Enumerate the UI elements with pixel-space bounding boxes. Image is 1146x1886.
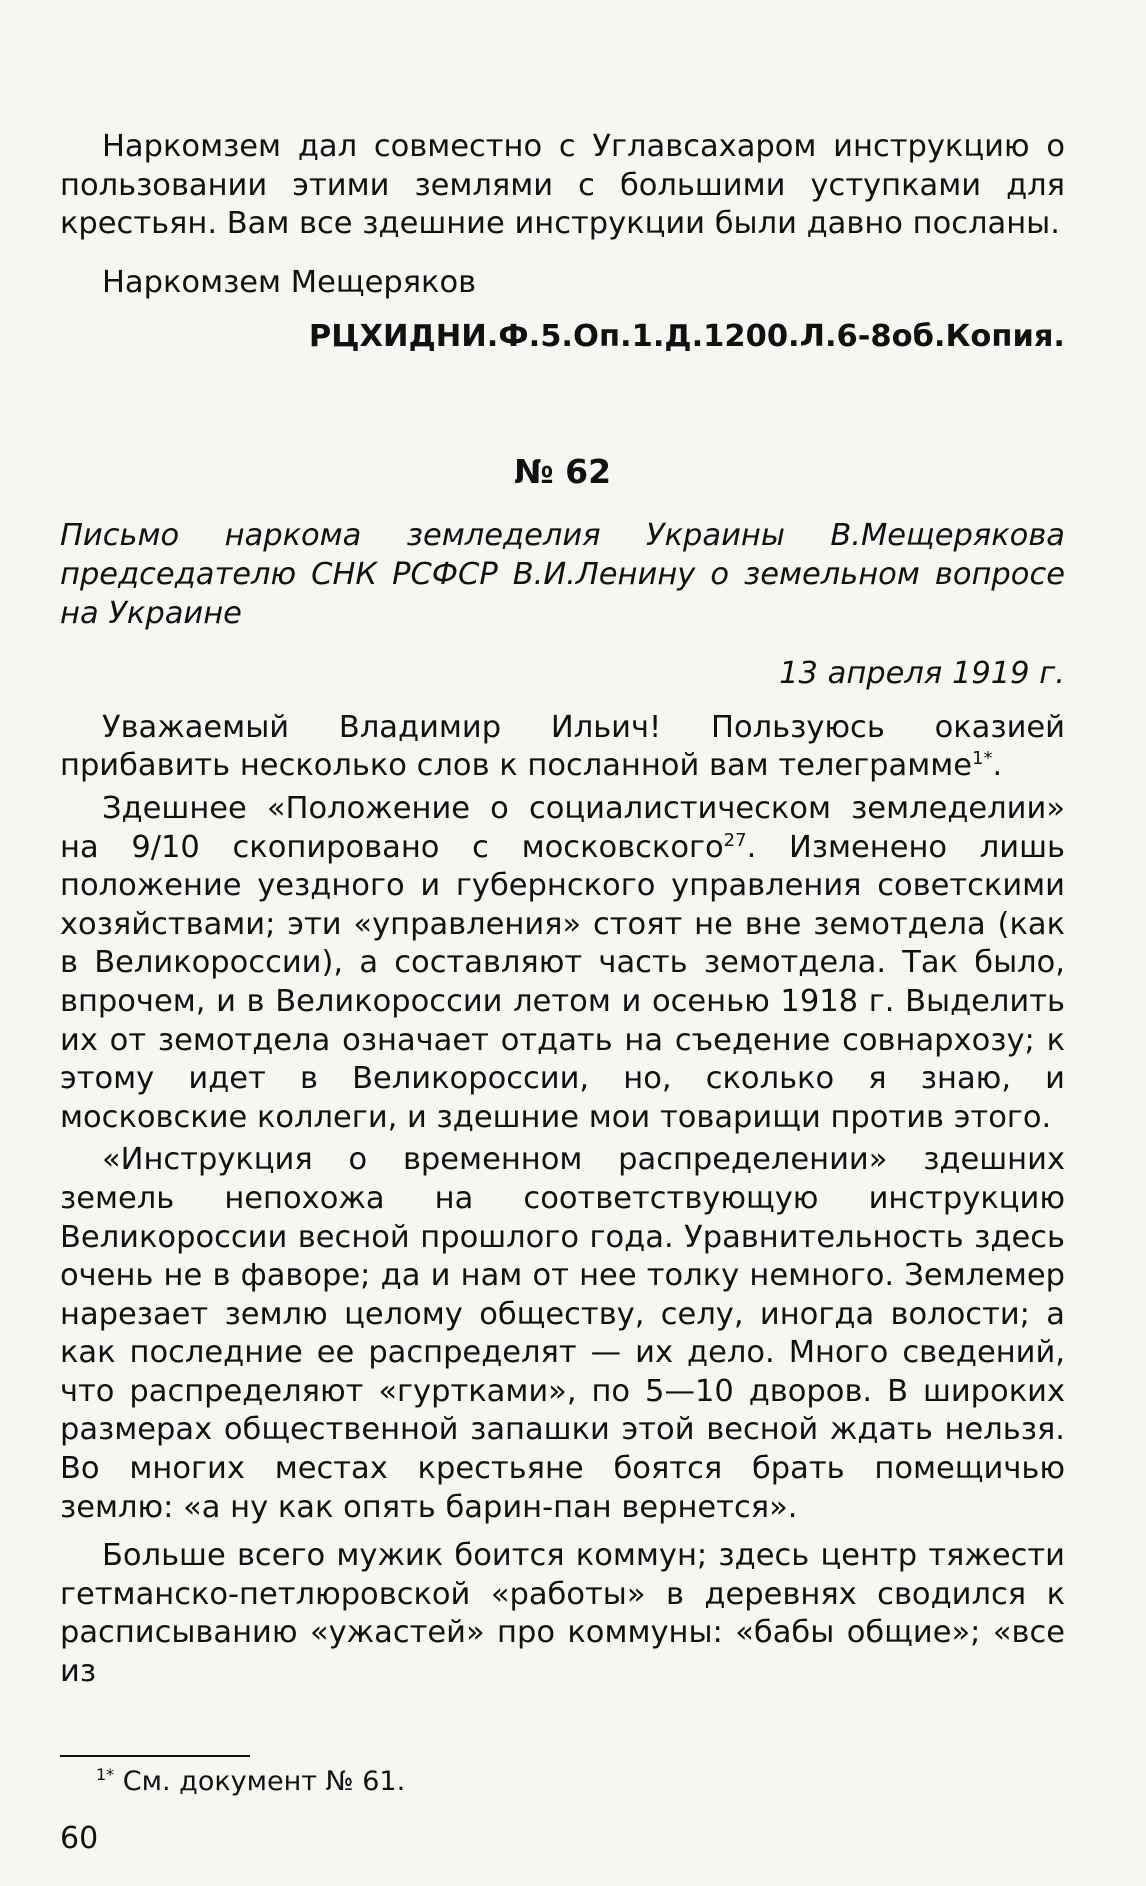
letter-paragraph-4: Больше всего мужик боится коммун; здесь центр тяжести гетманско-петлюровской «работы» в деревнях сводился к расписыванию «ужастей» про коммуны: «бабы общие»; «все из (60, 1538, 1065, 1690)
letter-paragraph-2 (60, 790, 1065, 1137)
endnote-ref-27: 27 (723, 829, 747, 851)
page-number: 60 (60, 1821, 99, 1856)
letter-body (60, 709, 1065, 1692)
footnote-text: См. документ № 61. (122, 1766, 406, 1797)
letter-p2-text-a: Здешнее «Положение о социалистическом земледелии» на 9/10 скопировано с московского (60, 790, 1065, 865)
footnote (96, 1765, 405, 1799)
document-number: № 62 (513, 451, 612, 491)
archive-reference: РЦХИДНИ.Ф.5.Оп.1.Д.1200.Л.6-8об.Копия. (308, 318, 1065, 354)
document-date: 13 апреля 1919 г. (779, 655, 1065, 691)
footnote-divider (60, 1755, 250, 1757)
letter-paragraph-3: «Инструкция о временном распределении» здешних земель непохожа на соответствующую инструкцию Великороссии весной прошлого года. Уравнительность здесь очень не в фаворе; да и нам от нее толку немного. Землемер нарезает землю целому обществу, селу, иногда волости; а как последние ее распределят — их дело. Много сведений, что распределяют «гуртками», по 5—10 дворов. В широких размерах общественной запашки этой весной ждать нельзя. Во многих местах крестьяне боятся брать помещичью землю: «а ну как опять барин-пан вернется». (60, 1142, 1065, 1525)
letter-p2-text-b: . Изменено лишь положение уездного и губернского управления советскими хозяйствами; эти «управления» стоят не вне земотдела (как в Великороссии), а составляют часть земотдела. Так было, впрочем, и в Великороссии летом и осенью 1918 г. Выделить их от земотдела означает отдать на съедение совнархозу; к этому идет в Великороссии, но, сколько я знаю, и московские коллеги, и здешние мои товарищи против этого. (60, 829, 1066, 1135)
footnote-marker: 1* (96, 1765, 115, 1784)
letter-paragraph-1 (60, 709, 1065, 786)
footnote-ref-1: 1* (972, 748, 993, 770)
signature: Наркомзем Мещеряков (102, 264, 477, 300)
letter-p1-text: Уважаемый Владимир Ильич! Пользуюсь оказией прибавить несколько слов к посланной вам телеграмме (60, 709, 1065, 784)
document-title: Письмо наркома земледелия Украины В.Мещерякова председателю СНК РСФСР В.И.Ленину о земельном вопросе на Украине (60, 517, 1065, 631)
intro-paragraph: Наркомзем дал совместно с Углавсахаром инструкцию о пользовании этими землями с большими уступками для крестьян. Вам все здешние инструкции были давно посланы. (60, 129, 1065, 242)
page-body (60, 128, 1065, 1692)
letter-p1-end: . (992, 748, 1003, 784)
